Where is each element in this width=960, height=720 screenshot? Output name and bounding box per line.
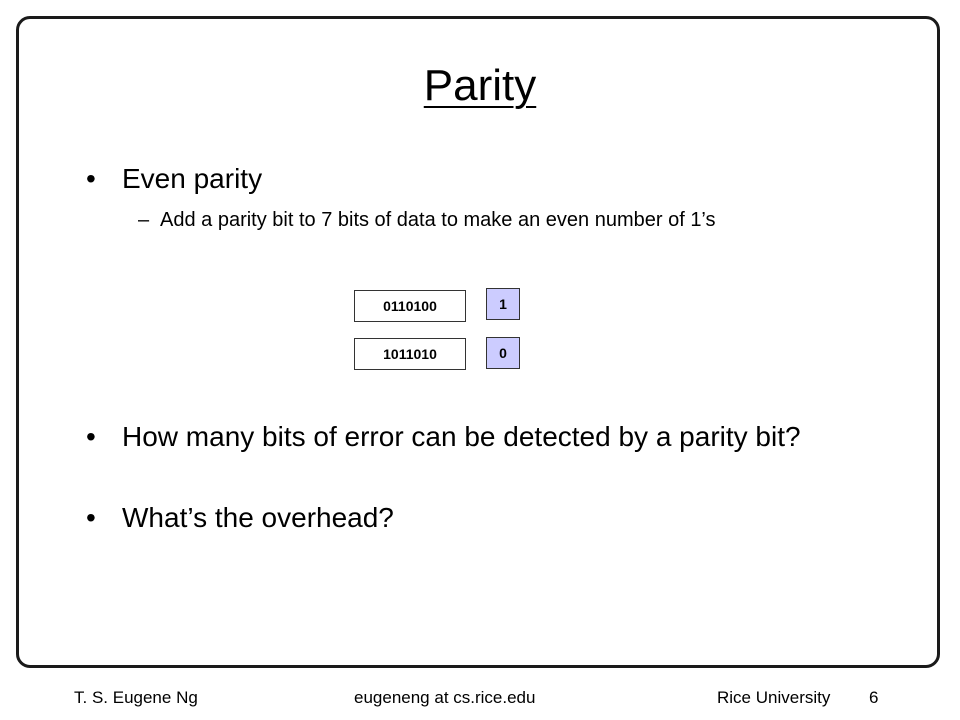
slide-title: Parity — [423, 61, 537, 110]
footer-email: eugeneng at cs.rice.edu — [354, 688, 536, 707]
bullet-dot: • — [86, 163, 96, 194]
bullet-dot: • — [86, 502, 96, 533]
parity-bit-box: 1 — [486, 288, 520, 320]
data-bits-box: 1011010 — [354, 338, 466, 370]
footer-author: T. S. Eugene Ng — [74, 688, 198, 707]
sub-bullet-text: Add a parity bit to 7 bits of data to make an even number of 1’s — [160, 209, 716, 231]
bullet-text: What’s the overhead? — [122, 502, 394, 533]
bullet-text: How many bits of error can be detected by a parity bit? — [122, 421, 801, 452]
footer-institution: Rice University — [717, 688, 831, 707]
data-bits-box: 0110100 — [354, 290, 466, 322]
parity-bit-box: 0 — [486, 337, 520, 369]
bullet-text: Even parity — [122, 163, 263, 194]
bullet-dot: • — [86, 421, 96, 452]
footer-page-number: 6 — [869, 688, 879, 707]
sub-bullet-dash: – — [138, 209, 150, 231]
